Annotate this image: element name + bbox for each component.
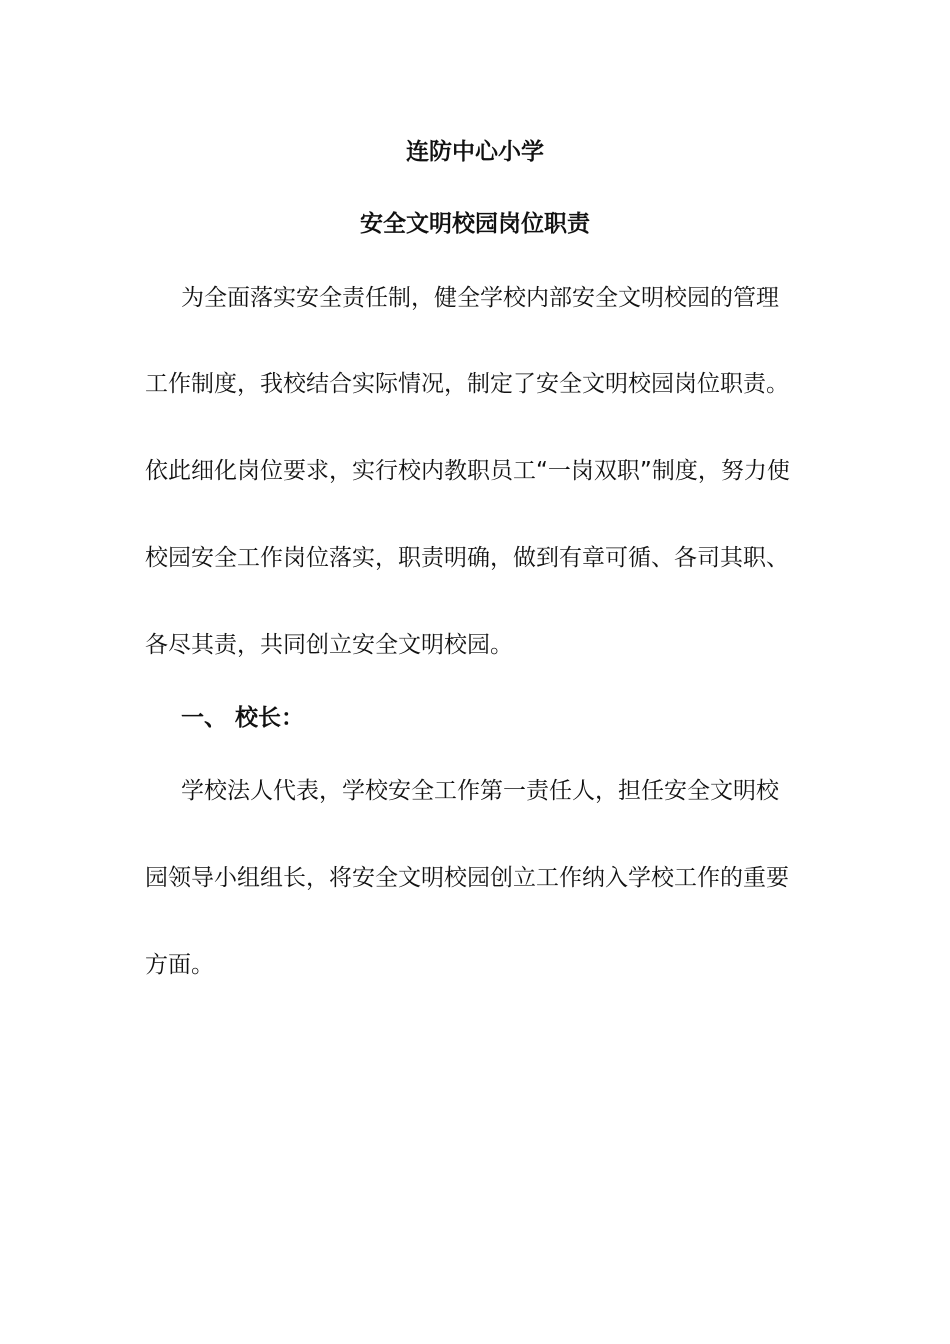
school-name: 连防中心小学 [406, 139, 544, 165]
document-title: 安全文明校园岗位职责 [360, 211, 590, 237]
section-heading: 一、 校长： [181, 705, 305, 731]
paragraph-line: 工作制度，我校结合实际情况，制定了安全文明校园岗位职责。 [145, 371, 789, 397]
paragraph-line: 园领导小组组长，将安全文明校园创立工作纳入学校工作的重要 [145, 865, 789, 891]
paragraph-line: 依此细化岗位要求，实行校内教职员工“一岗双职”制度，努力使 [145, 458, 790, 484]
paragraph-line: 各尽其责，共同创立安全文明校园。 [145, 632, 513, 658]
paragraph-line: 学校法人代表，学校安全工作第一责任人，担任安全文明校 [181, 778, 779, 804]
paragraph-line: 校园安全工作岗位落实，职责明确，做到有章可循、各司其职、 [145, 545, 789, 571]
paragraph-line: 为全面落实安全责任制，健全学校内部安全文明校园的管理 [181, 285, 779, 311]
paragraph-line: 方面。 [145, 952, 214, 978]
